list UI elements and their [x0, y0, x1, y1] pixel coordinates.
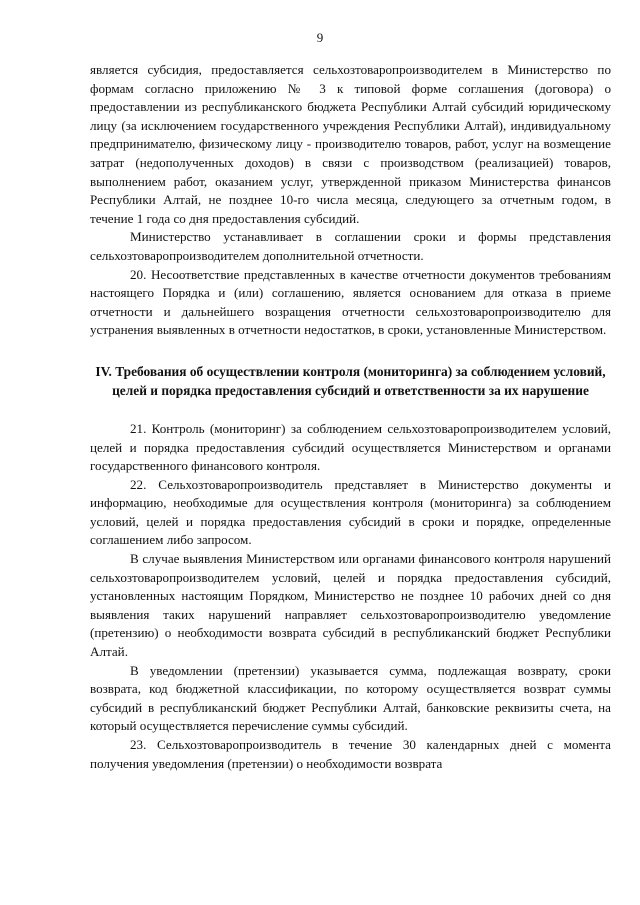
paragraph-item-20: 20. Несоответствие представленных в качестве отчетности документов требованиям настоящего Порядка и (или) соглашению, является основанием для отказа в приеме отчетности и дальнейшего возращения отчетности сельхозтоваропроизводителю для устранения выявленных в отчетности недостатков, в сроки, установленные Министерством. [90, 266, 611, 338]
paragraph-item-22: 22. Сельхозтоваропроизводитель представляет в Министерство документы и информацию, необходимые для осуществления контроля (мониторинга) за соблюдением условий, целей и порядка предоставления субсидий в сроки и порядке, определенные соглашением либо запросом. [90, 476, 611, 548]
paragraph-continuation: является субсидия, предоставляется сельхозтоваропроизводителем в Министерство по формам согласно приложению № 3 к типовой форме соглашения (договора) о предоставлении из республиканского бюджета Республики Алтай субсидий юридическому лицу (за исключением государственного учреждения Республики Алтай), индивидуальному предпринимателю, физическому лицу - производителю товаров, работ, услуг на возмещение затрат (недополученных доходов) в связи с производством (реализацией) товаров, выполнением работ, оказанием услуг, утвержденной приказом Министерства финансов Республики Алтай, не позднее 10-го числа месяца, следующего за отчетным годом, в течение 1 года со дня предоставления субсидий. [90, 62, 611, 226]
paragraph-additional-reporting: Министерство устанавливает в соглашении сроки и формы представления сельхозтоваропроизводителем дополнительной отчетности. [90, 229, 611, 263]
document-body [90, 61, 611, 773]
paragraph-violations: В случае выявления Министерством или органами финансового контроля нарушений сельхозтоваропроизводителем условий, целей и порядка предоставления субсидий, установленных настоящим Порядком, Министерство не позднее 10 рабочих дней со дня выявления таких нарушений направляет сельхозтоваропроизводителю уведомление (претензию) о необходимости возврата субсидий в республиканский бюджет Республики Алтай. [90, 551, 611, 660]
page-number: 9 [316, 30, 324, 45]
section-heading: IV. Требования об осуществлении контроля (мониторинга) за соблюдением условий, целей и порядка предоставления субсидий и ответственности за их нарушение [95, 363, 606, 398]
paragraph-notification: В уведомлении (претензии) указывается сумма, подлежащая возврату, сроки возврата, код бюджетной классификации, по которому осуществляется возврат суммы субсидий в республиканский бюджет Республики Алтай, банковские реквизиты счета, на который осуществляется перечисление суммы субсидий. [90, 662, 611, 734]
paragraph-item-23: 23. Сельхозтоваропроизводитель в течение 30 календарных дней с момента получения уведомления (претензии) о необходимости возврата [90, 737, 611, 771]
paragraph-item-21: 21. Контроль (мониторинг) за соблюдением сельхозтоваропроизводителем условий, целей и порядка предоставления субсидий осуществляется Министерством и органами государственного финансового контроля. [90, 420, 611, 474]
